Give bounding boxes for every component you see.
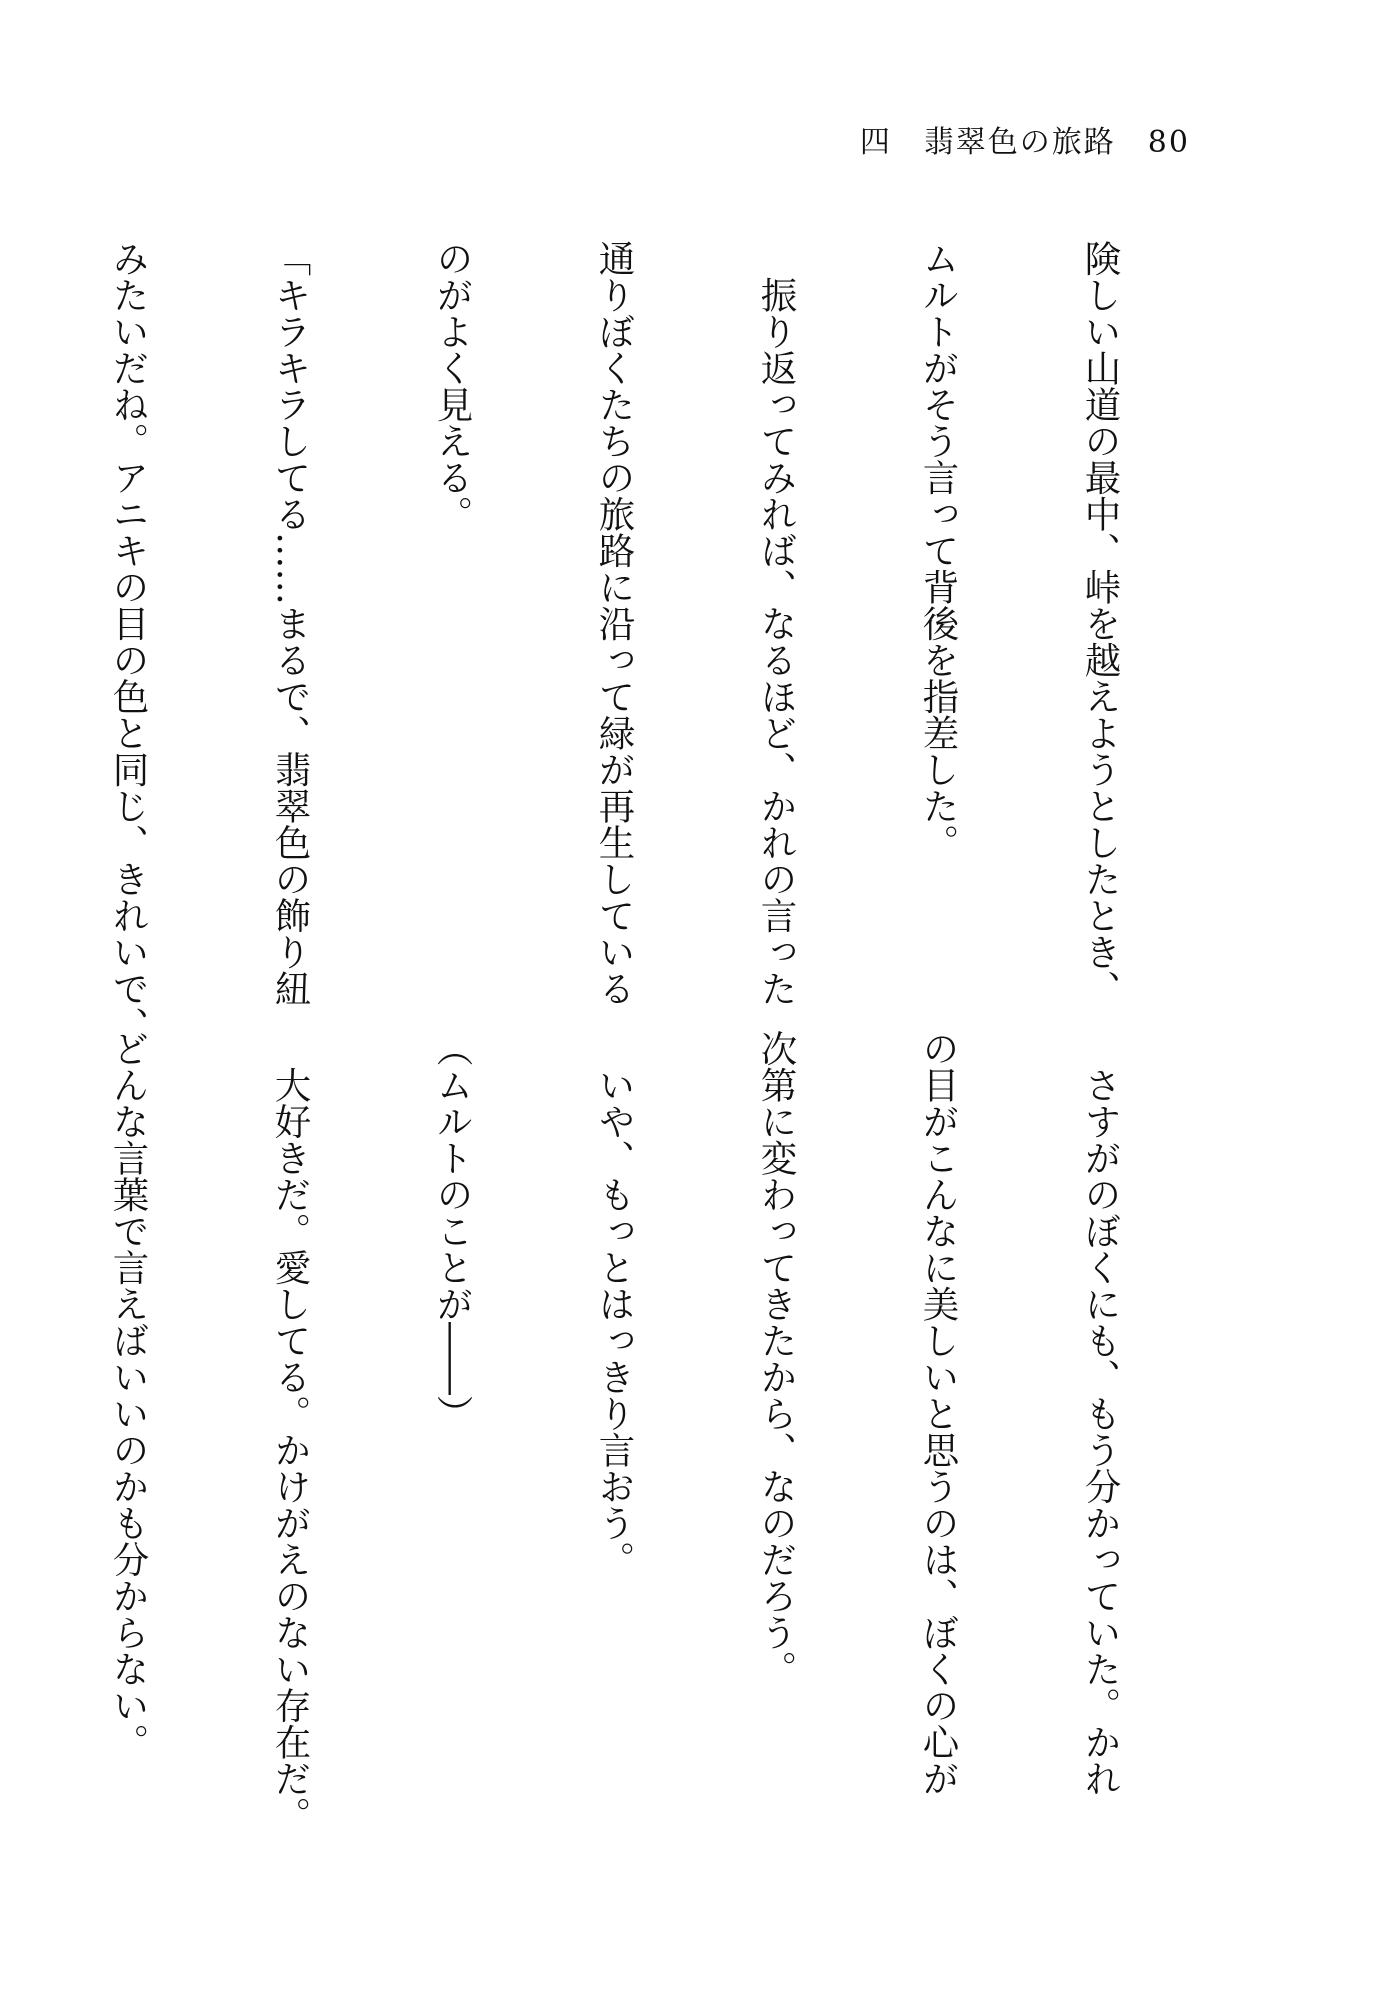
text-line: ムルトがそう言って背後を指差した。 [917,240,960,861]
text-line: 大好きだ。愛してる。かけがえのない存在だ。 [269,1030,312,1833]
text-line: 次第に変わってきたから、なのだろう。 [755,1030,798,1687]
text-line: （ムルトのことが――） [431,1030,474,1432]
text-line: さすがのぼくにも、もう分かっていた。かれ [1079,1030,1122,1797]
text-line: 険しい山道の最中、峠を越えようとしたとき、 [1079,240,1122,1007]
running-head: 四 翡翠色の旅路 80 [859,125,1190,160]
text-line: のがよく見える。 [431,240,474,532]
upper-text-block [0,240,1235,1043]
lower-text-block [0,1030,1235,1833]
text-line: みたいだね。アニキの目の色と同じ、きれいで、 [107,240,150,1043]
text-line: どんな言葉で言えばいいのかも分からない。 [107,1030,150,1760]
text-line: いや、もっとはっきり言おう。 [593,1030,636,1578]
text-line: の目がこんなに美しいと思うのは、ぼくの心が [917,1030,960,1797]
text-line: 「キラキラしてる……まるで、翡翠色の飾り紐 [269,240,312,1007]
text-line: 通りぼくたちの旅路に沿って緑が再生している [593,240,636,1007]
text-line: 振り返ってみれば、なるほど、かれの言った [755,240,798,1007]
